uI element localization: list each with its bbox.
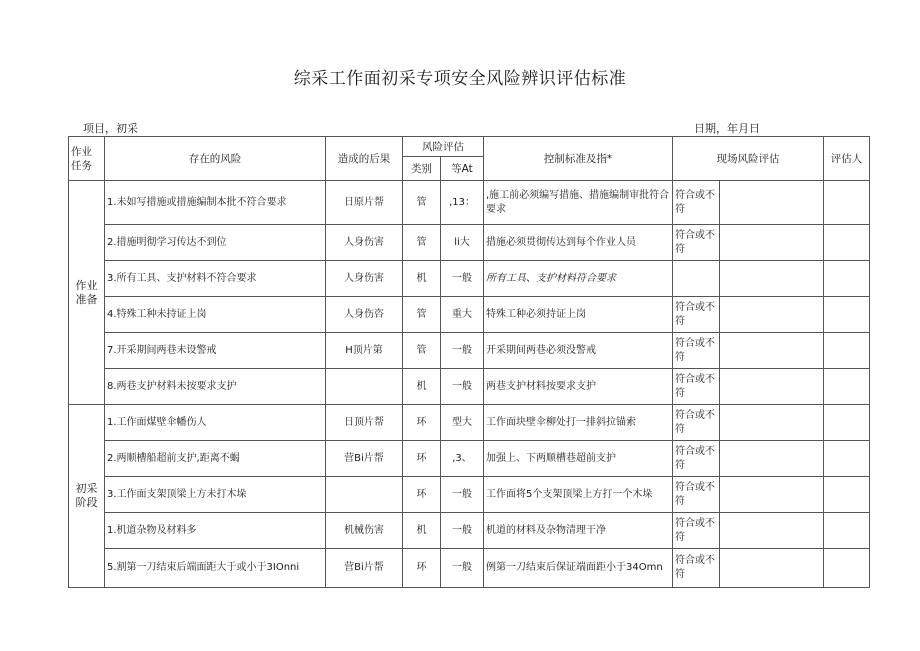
consequence-cell: H顶片第 — [326, 333, 403, 369]
consequence-cell: 人身伤咨 — [326, 297, 403, 333]
control-cell: 所有工具、支护材料符合要求 — [484, 261, 673, 297]
consequence-cell: 人身伤害 — [326, 225, 403, 261]
site-eval-cell: 符合或不符 — [673, 225, 720, 261]
level-cell: ,13： — [441, 181, 484, 225]
consequence-cell: 日顶片帮 — [326, 405, 403, 441]
header-control: 控制标准及指* — [484, 137, 673, 181]
control-cell: 开采期间两巷必须没警戒 — [484, 333, 673, 369]
site-eval-cell: 符合或不符 — [673, 441, 720, 477]
risk-cell: 3.所有工具、支护材料不符合要求 — [105, 261, 326, 297]
site-eval-cell: 符合或不符 — [673, 181, 720, 225]
table-row — [69, 225, 870, 261]
table-row — [69, 477, 870, 513]
document-title: 综采工作面初采专项安全风险辨识评估标准 — [293, 69, 627, 89]
consequence-cell: 机械伤害 — [326, 513, 403, 549]
control-cell: 两巷支护材料按要求支护 — [484, 369, 673, 405]
table-row — [69, 181, 870, 225]
project-label: 项目，初采 — [83, 122, 138, 135]
stage-cell: 作业准备 — [69, 181, 105, 405]
assessor-cell — [824, 261, 870, 297]
header-level: 等At — [441, 157, 484, 181]
site-eval-cell: 符合或不符 — [673, 297, 720, 333]
control-cell: ,施工前必须编写措施、措施编制审批符合要求 — [484, 181, 673, 225]
control-cell: 加强上、下两顺槽巷超前支护 — [484, 441, 673, 477]
consequence-cell: 日原片帮 — [326, 181, 403, 225]
category-cell: 管 — [403, 225, 441, 261]
site-eval-cell: 符合或不符 — [673, 369, 720, 405]
risk-cell: 1.未如写措施或措施编制本批不符合要求 — [105, 181, 326, 225]
level-cell: 一般 — [441, 477, 484, 513]
control-cell: 工作面将5个支架顶梁上方打一个木垛 — [484, 477, 673, 513]
risk-cell: 4.特殊工种未持证上岗 — [105, 297, 326, 333]
risk-cell: 3.工作面支架顶梁上方未打木垛 — [105, 477, 326, 513]
table-body — [69, 137, 870, 588]
category-cell: 环 — [403, 441, 441, 477]
risk-cell: 2.措施明彻学习传达不到位 — [105, 225, 326, 261]
site-eval-blank-cell — [720, 369, 824, 405]
category-cell: 机 — [403, 369, 441, 405]
risk-cell: 8.两巷支护材料未按要求支护 — [105, 369, 326, 405]
category-cell: 机 — [403, 513, 441, 549]
risk-table — [68, 136, 870, 588]
table-row — [69, 513, 870, 549]
assessor-cell — [824, 441, 870, 477]
table-row — [69, 441, 870, 477]
control-cell: 机道的材料及杂物清理干净 — [484, 513, 673, 549]
risk-cell: 1.工作面煤壁伞幡伤人 — [105, 405, 326, 441]
site-eval-blank-cell — [720, 225, 824, 261]
category-cell: 管 — [403, 333, 441, 369]
level-cell: 一般 — [441, 549, 484, 588]
site-eval-cell: 符合或不符 — [673, 333, 720, 369]
header-consequence: 造成的后果 — [326, 137, 403, 181]
date-label: 日期，年月日 — [694, 122, 760, 135]
category-cell: 环 — [403, 549, 441, 588]
level-cell: ,3、 — [441, 441, 484, 477]
header-category: 类别 — [403, 157, 441, 181]
risk-cell: 1.机道杂物及材料多 — [105, 513, 326, 549]
control-cell: 工作面块壁伞柳处打一排斜拉锚索 — [484, 405, 673, 441]
category-cell: 管 — [403, 297, 441, 333]
category-cell: 机 — [403, 261, 441, 297]
table-row — [69, 261, 870, 297]
risk-cell: 2.两顺槽船超前支护,距离不蝎 — [105, 441, 326, 477]
site-eval-blank-cell — [720, 441, 824, 477]
level-cell: 一般 — [441, 333, 484, 369]
table-row — [69, 297, 870, 333]
header-row — [69, 137, 870, 157]
site-eval-blank-cell — [720, 181, 824, 225]
level-cell: 一般 — [441, 513, 484, 549]
assessor-cell — [824, 297, 870, 333]
stage-cell: 初采阶段 — [69, 405, 105, 588]
consequence-cell — [326, 369, 403, 405]
assessor-cell — [824, 225, 870, 261]
site-eval-blank-cell — [720, 549, 824, 588]
table-row — [69, 549, 870, 588]
site-eval-blank-cell — [720, 333, 824, 369]
consequence-cell: 营Bi片帮 — [326, 441, 403, 477]
site-eval-blank-cell — [720, 297, 824, 333]
level-cell: li大 — [441, 225, 484, 261]
site-eval-blank-cell — [720, 405, 824, 441]
site-eval-cell: 符合或不符 — [673, 405, 720, 441]
consequence-cell: 人身伤害 — [326, 261, 403, 297]
assessor-cell — [824, 405, 870, 441]
assessor-cell — [824, 477, 870, 513]
level-cell: 一般 — [441, 369, 484, 405]
category-cell: 环 — [403, 405, 441, 441]
assessor-cell — [824, 181, 870, 225]
level-cell: 重大 — [441, 297, 484, 333]
table-row — [69, 333, 870, 369]
site-eval-cell: 符合或不符 — [673, 477, 720, 513]
site-eval-blank-cell — [720, 261, 824, 297]
assessor-cell — [824, 549, 870, 588]
level-cell: 一般 — [441, 261, 484, 297]
consequence-cell — [326, 477, 403, 513]
category-cell: 管 — [403, 181, 441, 225]
site-eval-cell: 符合或不符 — [673, 513, 720, 549]
risk-cell: 5.割第一刀结束后端面距大于或小于3IOnni — [105, 549, 326, 588]
consequence-cell: 营Bi片帮 — [326, 549, 403, 588]
assessor-cell — [824, 333, 870, 369]
level-cell: 型大 — [441, 405, 484, 441]
category-cell: 环 — [403, 477, 441, 513]
risk-cell: 7.开采期间两巷未设警戒 — [105, 333, 326, 369]
assessor-cell — [824, 369, 870, 405]
site-eval-cell: 符合或不符 — [673, 549, 720, 588]
control-cell: 措施必须贯彻传达到每个作业人员 — [484, 225, 673, 261]
table-row — [69, 369, 870, 405]
site-eval-blank-cell — [720, 477, 824, 513]
table-row — [69, 405, 870, 441]
header-assessor: 评估人 — [824, 137, 870, 181]
header-site-eval: 现场风险评估 — [673, 137, 824, 181]
header-assessment: 风险评估 — [403, 137, 484, 157]
assessor-cell — [824, 513, 870, 549]
control-cell: 特殊工种必须持证上岗 — [484, 297, 673, 333]
control-cell: 例第一刀结束后保证端面距小于34Omn — [484, 549, 673, 588]
site-eval-cell — [673, 261, 720, 297]
site-eval-blank-cell — [720, 513, 824, 549]
header-task: 作业任务 — [69, 137, 105, 181]
header-risk: 存在的风险 — [105, 137, 326, 181]
